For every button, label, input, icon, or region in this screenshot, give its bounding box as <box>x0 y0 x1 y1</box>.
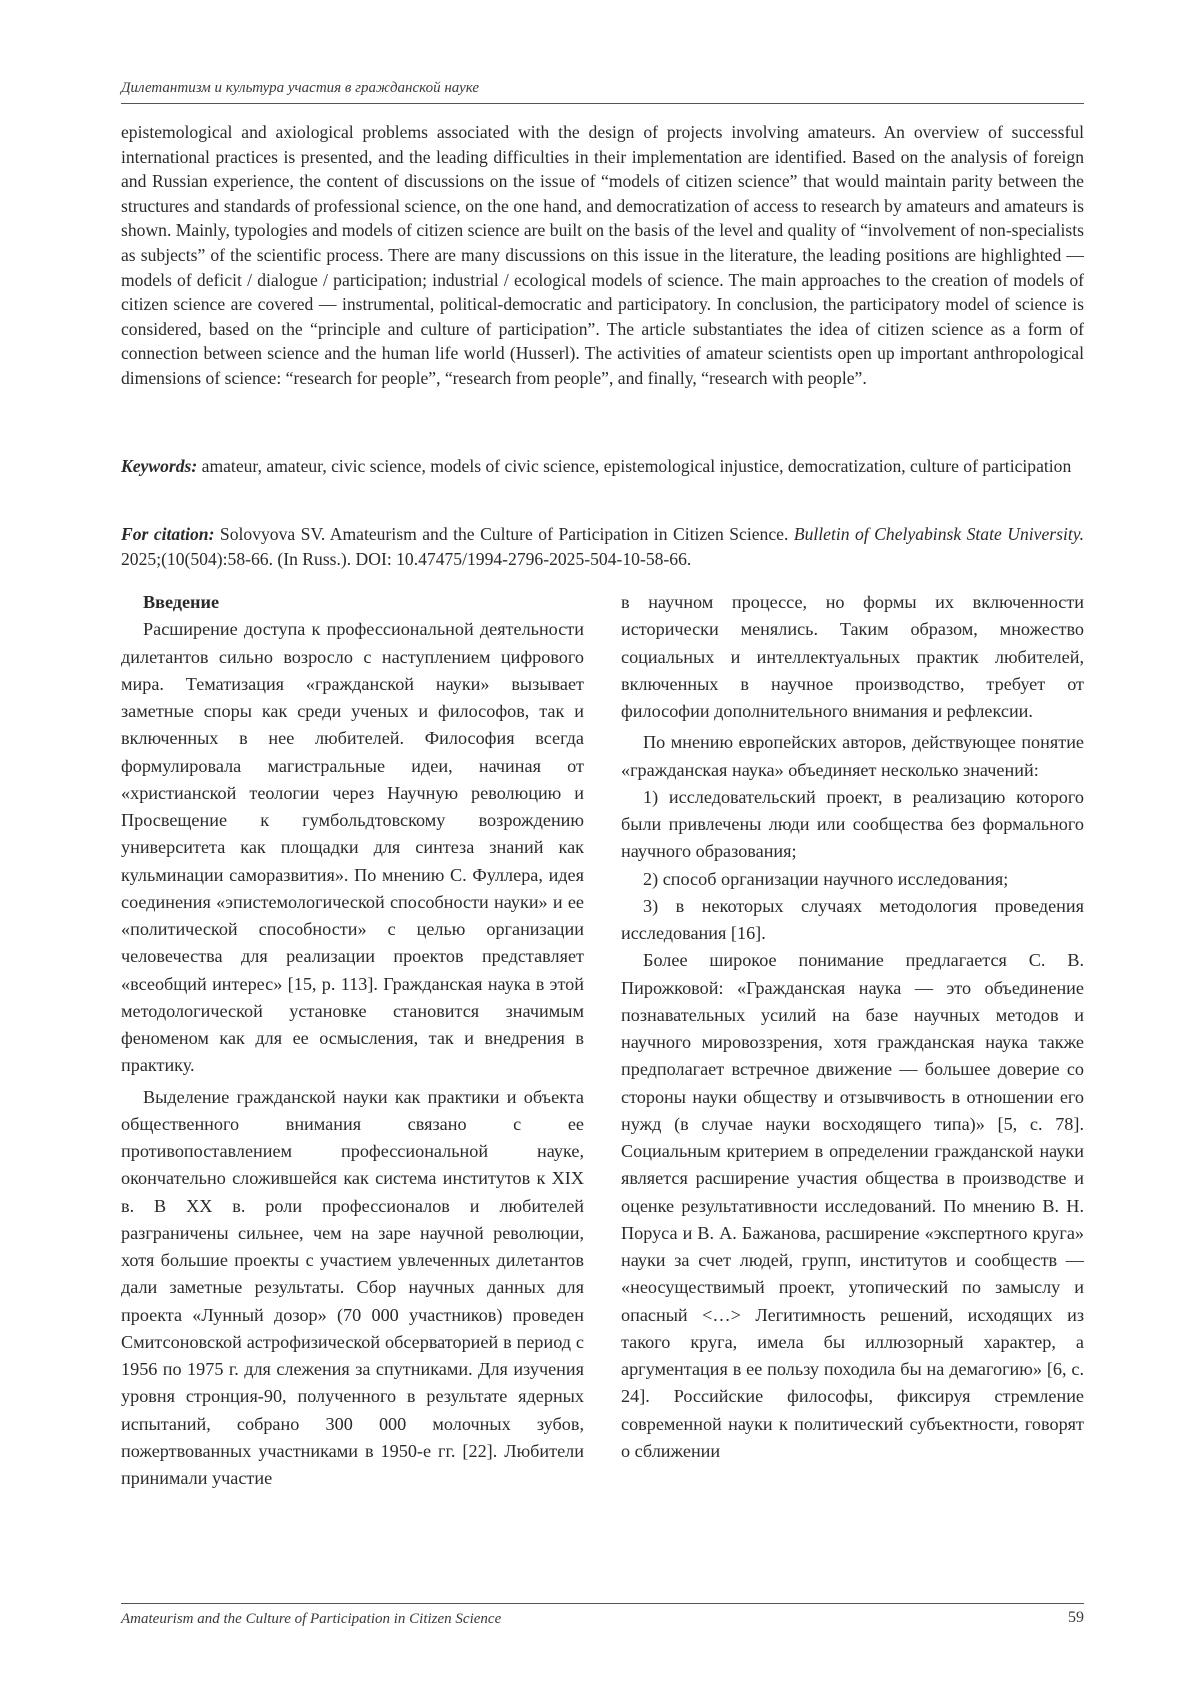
citation <box>121 522 1084 571</box>
footer-title: Amateurism and the Culture of Participation in Citizen Science <box>121 1611 502 1627</box>
page-number: 59 <box>1068 1609 1084 1626</box>
section-heading: Введение <box>143 592 220 612</box>
citation-text-before: Solovyova SV. Amateurism and the Culture of Participation in Citizen Science. <box>214 524 794 544</box>
paragraph-continued: в научном процессе, но формы их включенности исторически менялись. Таким образом, множество социальных и интеллектуальных практик любителей, включенных в научное производство, требует от философии дополнительного внимания и рефлексии. <box>621 592 1084 721</box>
abstract-text: epistemological and axiological problems associated with the design of projects involving amateurs. An overview of successful international practices is presented, and the leading difficulties in their implementation are identified. Based on the analysis of foreign and Russian experience, the content of discussions on the issue of “models of citizen science” that would maintain parity between the structures and standards of professional science, on the one hand, and democratization of access to research by amateurs and amateurs is shown. Mainly, typologies and models of citizen science are built on the basis of the level and quality of “involvement of non-specialists as subjects” of the scientific process. There are many discussions on this issue in the literature, the leading positions are highlighted — models of deficit / dialogue / participation; industrial / ecological models of science. The main approaches to the creation of models of citizen science are covered — instrumental, political-democratic and participatory. In conclusion, the participatory model of science is considered, based on the “principle and culture of participation”. The article substantiates the idea of citizen science as a form of connection between science and the human life world (Husserl). The activities of amateur scientists open up important anthropological dimensions of science: “research for people”, “research from people”, and finally, “research with people”. <box>121 122 1084 388</box>
list-item: 1) исследовательский проект, в реализацию которого были привлечены люди или сообщества без формального научного образования; <box>621 786 1084 862</box>
header-divider <box>121 103 1084 104</box>
footer-divider <box>121 1603 1084 1604</box>
list-item: 3) в некоторых случаях методология проведения исследования [16]. <box>621 895 1084 943</box>
left-column <box>121 589 584 1492</box>
citation-journal: Bulletin of Chelyabinsk State University. <box>793 524 1084 544</box>
keywords-text: amateur, amateur, civic science, models of civic science, epistemological injustice, democratization, culture of participation <box>197 456 1072 476</box>
keywords <box>121 454 1084 479</box>
paragraph: Выделение гражданской науки как практики и объекта общественного внимания связано с ее противопоставлением профессиональной науке, окончательно сложившейся как система институтов к XIX в. В XX в. роли профессионалов и любителей разграничены сильнее, чем на заре научной революции, хотя большие проекты с участием увлеченных дилетантов дали заметные результаты. Сбор научных данных для проекта «Лунный дозор» (70 000 участников) проведен Смитсоновской астрофизической обсерваторией в период с 1956 по 1975 г. для слежения за спутниками. Для изучения уровня стронция-90, полученного в результате ядерных испытаний, собрано 300 000 молочных зубов, пожертвованных участниками в 1950-е гг. [22]. Любители принимали участие <box>121 1086 584 1488</box>
citation-label: For citation: <box>121 524 215 544</box>
list-item: 2) способ организации научного исследования; <box>643 868 1009 889</box>
keywords-label: Keywords: <box>121 456 198 476</box>
citation-text-after: 2025;(10(504):58-66. (In Russ.). DOI: 10.47475/1994-2796-2025-504-10-58-66. <box>121 548 692 569</box>
running-head: Дилетантизм и культура участия в гражданской науке <box>121 80 480 96</box>
right-column <box>621 589 1084 1465</box>
paragraph: По мнению европейских авторов, действующее понятие «гражданская наука» объединяет несколько значений: <box>621 732 1084 780</box>
abstract <box>121 120 1084 391</box>
paragraph: Расширение доступа к профессиональной деятельности дилетантов сильно возросло с наступлением цифрового мира. Тематизация «гражданской науки» вызывает заметные споры как среди ученых и философов, так и включенных в нее любителей. Философия всегда формулировала магистральные идеи, начиная от «христианской теологии через Научную революцию и Просвещение к гумбольдтовскому возрождению университета как площадки для синтеза знаний как кульминации саморазвития». По мнению С. Фуллера, идея соединения «эпистемологической способности науки» и ее «политической способности» с целью организации человечества для реализации проектов представляет «всеобщий интерес» [15, p. 113]. Гражданская наука в этой методологической установке становится значимым феноменом как для ее осмысления, так и внедрения в практику. <box>121 619 584 1076</box>
paragraph: Более широкое понимание предлагается С. В. Пирожковой: «Гражданская наука — это объединение познавательных усилий на базе научных методов и научного мировоззрения, хотя гражданская наука также предполагает встречное движение — большее доверие со стороны науки обществу и отзывчивость в отношении его нужд (в случае науки восходящего типа)» [5, с. 78]. Социальным критерием в определении гражданской науки является расширение участия общества в производстве и оценке результативности исследований. По мнению В. Н. Поруса и В. А. Бажанова, расширение «экспертного круга» науки за счет людей, групп, институтов и сообществ — «неосуществимый проект, утопический по замыслу и опасный <…> Легитимность решений, исходящих из такого круга, имела бы иллюзорный характер, а аргументация в ее пользу походила бы на демагогию» [6, с. 24]. Российские философы, фиксируя стремление современной науки к политический субъектности, говорят о сближении <box>621 950 1084 1461</box>
